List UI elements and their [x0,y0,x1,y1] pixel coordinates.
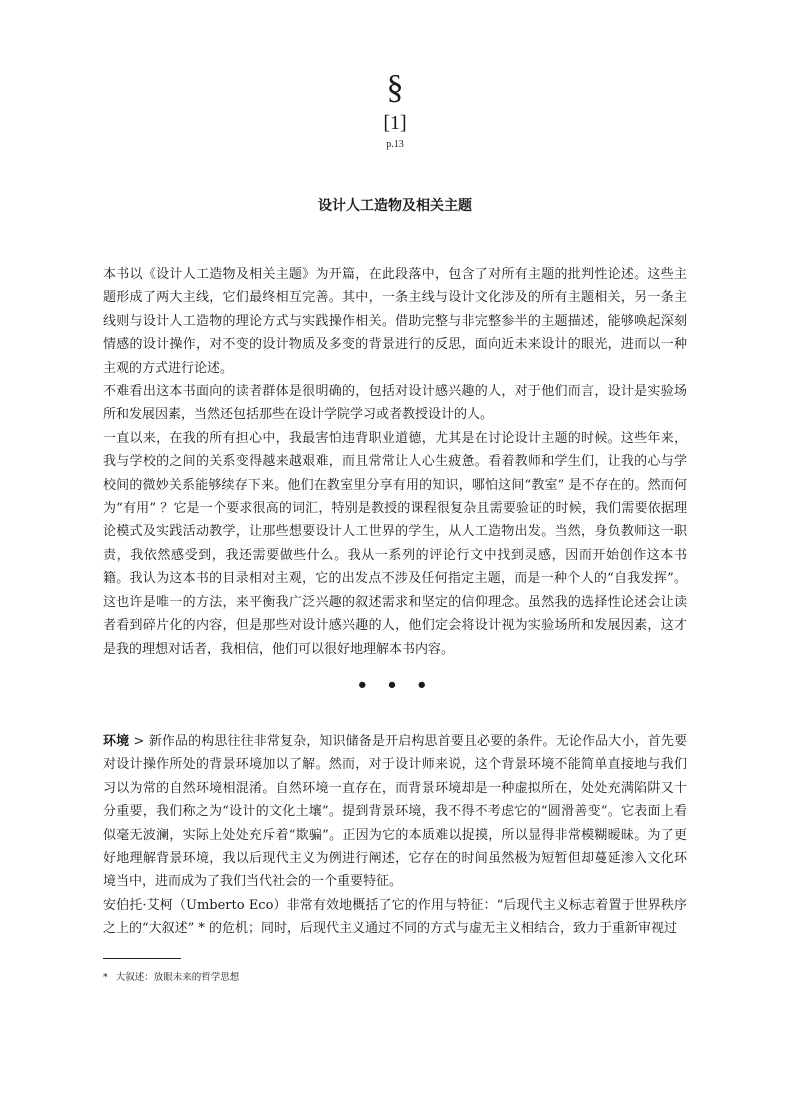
chapter-header [0,70,790,151]
intro-section [103,263,687,661]
section-separator: • • • [356,675,434,696]
footnote [103,972,239,984]
intro-paragraph: 本书以《设计人工造物及相关主题》为开篇，在此段落中，包含了对所有主题的批判性论述。这些主题形成了两大主线，它们最终相互完善。其中，一条主线与设计文化涉及的所有主题相关，另一条主线则与设计人工造物的理论方式与实践操作相关。借助完整与非完整参半的主题描述，能够唤起深刻情感的设计操作，对不变的设计物质及多变的背景进行的反思，面向近未来设计的眼光，进而以一种主观的方式进行论述。 [103,267,687,376]
footnote-text: 大叙述：放眼未来的哲学思想 [115,972,240,983]
footnote-mark: * [103,972,108,983]
chapter-title: 设计人工造物及相关主题 [318,198,472,214]
footnote-divider [103,958,181,959]
environment-section [103,730,687,941]
intro-paragraph: 不难看出这本书面向的读者群体是很明确的，包括对设计感兴趣的人，对于他们而言，设计是实验场所和发展因素，当然还包括那些在设计学院学习或者教授设计的人。 [103,384,687,423]
eco-paragraph: 安伯托·艾柯（Umberto Eco）非常有效地概括了它的作用与特征：“后现代主义标志着置于世界秩序之上的“大叙述” * 的危机；同时，后现代主义通过不同的方式与虚无主义相结合，致力于重新审视过 [103,897,687,937]
environment-label: 环境 [103,734,130,749]
environment-text: 新作品的构思往往非常复杂，知识储备是开启构思首要且必要的条件。无论作品大小，首先要对设计操作所处的背景环境加以了解。然而，对于设计师来说，这个背景环境不能简单直接地与我们习以为常的自然环境相混淆。自然环境一直存在，而背景环境却是一种虚拟所在，处处充满陷阱又十分重要，我们称之为“设计的文化土壤”。提到背景环境，我不得不考虑它的“圆滑善变”。它表面上看似毫无波澜，实际上处处充斥着“欺骗”。正因为它的本质难以捉摸，所以显得非常模糊暧昧。为了更好地理解背景环境，我以后现代主义为例进行阐述，它存在的时间虽然极为短暂但却蔓延渗入文化环境当中，进而成为了我们当代社会的一个重要特征。 [103,734,687,890]
environment-arrow: > [133,734,145,749]
section-mark: § [386,69,404,106]
chapter-number: [1] [383,112,407,134]
page-reference: p.13 [386,139,404,150]
environment-paragraph [103,730,687,894]
intro-paragraph: 一直以来，在我的所有担心中，我最害怕违背职业道德，尤其是在讨论设计主题的时候。这些年来，我与学校的之间的关系变得越来越艰难，而且常常让人心生疲惫。看着教师和学生们，让我的心与学校间的微妙关系能够续存下来。他们在教室里分享有用的知识，哪怕这间“教室” 是不存在的。然而何为“有用” ？它是一个要求很高的词汇，特别是教授的课程很复杂且需要验证的时候，我们需要依据理论模式及实践活动教学，让那些想要设计人工世界的学生，从人工造物出发。当然，身负教师这一职责，我依然感受到，我还需要做些什么。我从一系列的评论行文中找到灵感，因而开始创作这本书籍。我认为这本书的目录相对主观，它的出发点不涉及任何指定主题，而是一种个人的“自我发挥”。这也许是唯一的方法，来平衡我广泛兴趣的叙述需求和坚定的信仰理念。虽然我的选择性论述会让读者看到碎片化的内容，但是那些对设计感兴趣的人，他们定会将设计视为实验场所和发展因素，这才是我的理想对话者，我相信，他们可以很好地理解本书内容。 [103,430,687,657]
